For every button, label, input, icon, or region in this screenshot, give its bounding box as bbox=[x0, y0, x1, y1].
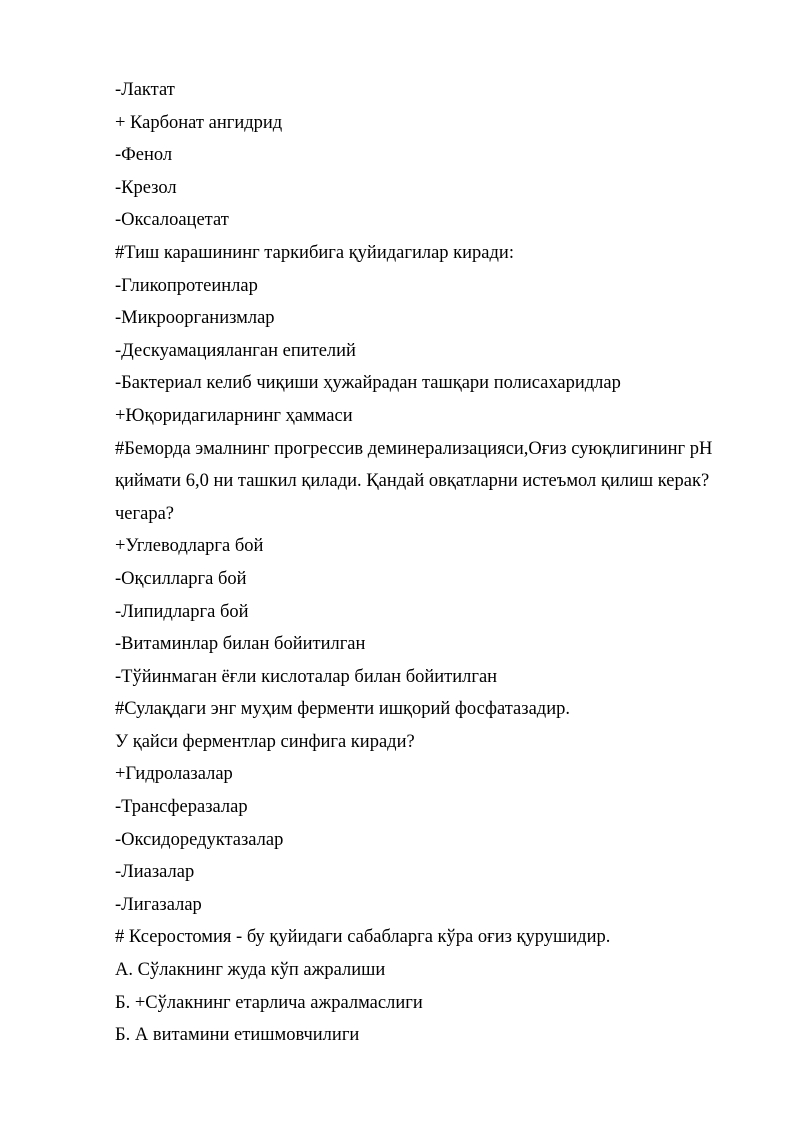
answer-option: -Тўйинмаган ёғли кислоталар билан бойитилган bbox=[115, 666, 498, 687]
answer-option: -Лиазалар bbox=[115, 862, 195, 883]
answer-option: -Крезол bbox=[115, 177, 177, 198]
answer-option: -Гликопротеинлар bbox=[115, 275, 258, 296]
answer-option-correct: +Юқоридагиларнинг ҳаммаси bbox=[115, 405, 353, 426]
question: #Беморда эмалнинг прогрессив деминерализацияси,Оғиз суюқлигининг pH bbox=[115, 438, 713, 459]
answer-option: -Дескуамацияланган епителий bbox=[115, 340, 356, 361]
answer-option: -Трансферазалар bbox=[115, 797, 248, 818]
answer-option: -Витаминлар билан бойитилган bbox=[115, 634, 366, 655]
answer-option-correct: +Углеводларга бой bbox=[115, 536, 264, 557]
question: # Ксеростомия - бу қуйидаги сабабларга кўра оғиз қурушидир. bbox=[115, 927, 611, 948]
question: #Сулақдаги энг муҳим ферменти ишқорий фосфатазадир. bbox=[115, 699, 570, 720]
question-continuation: чегара? bbox=[115, 503, 174, 524]
answer-option: -Микроорганизмлар bbox=[115, 308, 275, 329]
answer-option: -Оксидоредуктазалар bbox=[115, 829, 284, 850]
document-body bbox=[115, 74, 755, 1052]
answer-option: -Липидларга бой bbox=[115, 601, 249, 622]
answer-option: -Фенол bbox=[115, 145, 173, 166]
answer-option: -Лигазалар bbox=[115, 894, 202, 915]
answer-option: А. Сўлакнинг жуда кўп ажралиши bbox=[115, 960, 386, 981]
answer-option-correct: + Карбонат ангидрид bbox=[115, 112, 283, 133]
answer-option: -Бактериал келиб чиқиши ҳужайрадан ташқари полисахаридлар bbox=[115, 373, 621, 394]
answer-option-correct: +Гидролазалар bbox=[115, 764, 233, 785]
question-continuation: қиймати 6,0 ни ташкил қилади. Қандай овқатларни истеъмол қилиш керак? bbox=[115, 471, 710, 492]
question-continuation: У қайси ферментлар синфига киради? bbox=[115, 731, 415, 752]
answer-option: Б. А витамини етишмовчилиги bbox=[115, 1025, 360, 1046]
answer-option: -Оксалоацетат bbox=[115, 210, 229, 231]
answer-option: -Оқсилларга бой bbox=[115, 568, 247, 589]
answer-option-correct: Б. +Сўлакнинг етарлича ажралмаслиги bbox=[115, 992, 423, 1013]
question: #Тиш карашининг таркибига қуйидагилар киради: bbox=[115, 242, 514, 263]
answer-option: -Лактат bbox=[115, 80, 175, 100]
